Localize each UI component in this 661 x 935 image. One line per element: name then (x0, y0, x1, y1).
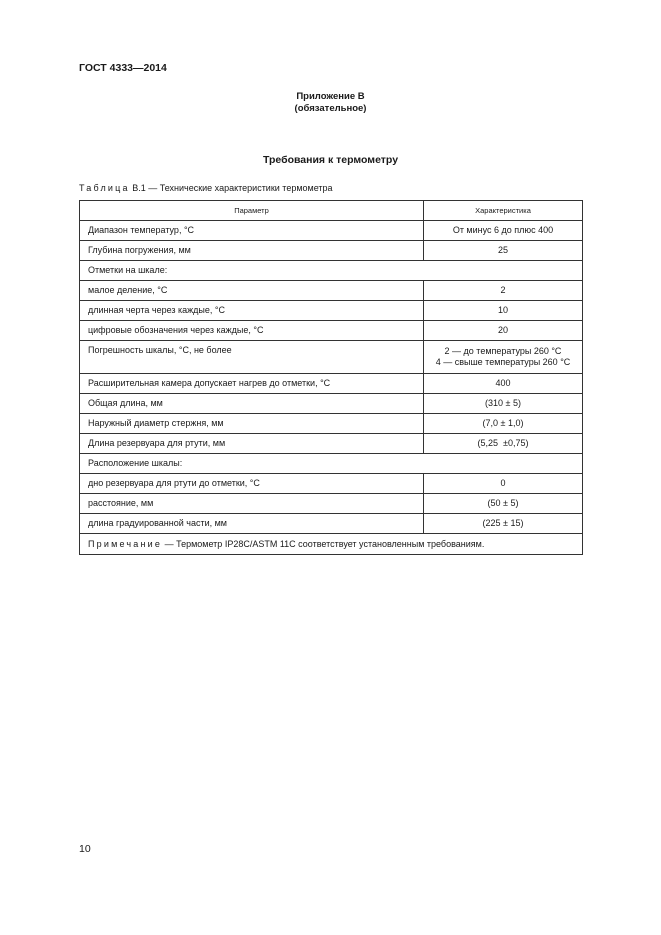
param-cell: Погрешность шкалы, °С, не более (80, 341, 424, 374)
value-cell: (7,0 ± 1,0) (424, 414, 583, 434)
param-cell: дно резервуара для ртути до отметки, °С (80, 474, 424, 494)
value-cell: 0 (424, 474, 583, 494)
table-row (80, 474, 583, 494)
param-cell: Диапазон температур, °С (80, 221, 424, 241)
value-line: 2 — до температуры 260 °С (444, 346, 562, 356)
table-row (80, 301, 583, 321)
group-cell: Расположение шкалы: (80, 454, 583, 474)
table-note-row (80, 534, 583, 555)
table-caption (79, 183, 333, 193)
table-row (80, 341, 583, 374)
param-cell: расстояние, мм (80, 494, 424, 514)
table-row (80, 434, 583, 454)
value-cell (424, 341, 583, 374)
table-row (80, 321, 583, 341)
table-caption-text: В.1 — Технические характеристики термометра (129, 183, 333, 193)
param-cell: длинная черта через каждые, °С (80, 301, 424, 321)
value-cell: (5,25 ±0,75) (424, 434, 583, 454)
group-cell: Отметки на шкале: (80, 261, 583, 281)
param-cell: Глубина погружения, мм (80, 241, 424, 261)
table-row (80, 394, 583, 414)
param-cell: цифровые обозначения через каждые, °С (80, 321, 424, 341)
table-body (80, 221, 583, 555)
value-cell: (225 ± 15) (424, 514, 583, 534)
table-row (80, 241, 583, 261)
note-prefix: Примечание (88, 538, 163, 549)
header-char: Характеристика (424, 201, 583, 221)
table-row (80, 494, 583, 514)
table-row (80, 514, 583, 534)
value-cell: 25 (424, 241, 583, 261)
spec-table (79, 200, 583, 555)
param-cell: Общая длина, мм (80, 394, 424, 414)
param-cell: малое деление, °С (80, 281, 424, 301)
document-header: ГОСТ 4333—2014 (79, 62, 167, 74)
section-title: Требования к термометру (262, 154, 399, 166)
table-group-row (80, 454, 583, 474)
header-param: Параметр (80, 201, 424, 221)
value-cell: (310 ± 5) (424, 394, 583, 414)
table-row (80, 414, 583, 434)
table-row (80, 374, 583, 394)
note-text: — Термометр IP28C/ASTM 11C соответствует установленным требованиям. (162, 538, 485, 549)
value-cell: (50 ± 5) (424, 494, 583, 514)
table-caption-prefix: Таблица (79, 183, 130, 193)
param-cell: Расширительная камера допускает нагрев до отметки, °С (80, 374, 424, 394)
value-cell: 10 (424, 301, 583, 321)
value-cell: 2 (424, 281, 583, 301)
value-cell: От минус 6 до плюс 400 (424, 221, 583, 241)
param-cell: Длина резервуара для ртути, мм (80, 434, 424, 454)
annex-title: Приложение В (296, 91, 365, 102)
table-note (80, 534, 583, 555)
table-group-row (80, 261, 583, 281)
table-header-row (80, 201, 583, 221)
value-cell: 20 (424, 321, 583, 341)
param-cell: Наружный диаметр стержня, мм (80, 414, 424, 434)
table-row (80, 281, 583, 301)
annex-subtitle: (обязательное) (294, 103, 367, 114)
value-line: 4 — свыше температуры 260 °С (435, 357, 571, 367)
table-row (80, 221, 583, 241)
param-cell: длина градуированной части, мм (80, 514, 424, 534)
annex-heading (0, 91, 661, 115)
value-cell: 400 (424, 374, 583, 394)
page-number: 10 (79, 843, 91, 855)
